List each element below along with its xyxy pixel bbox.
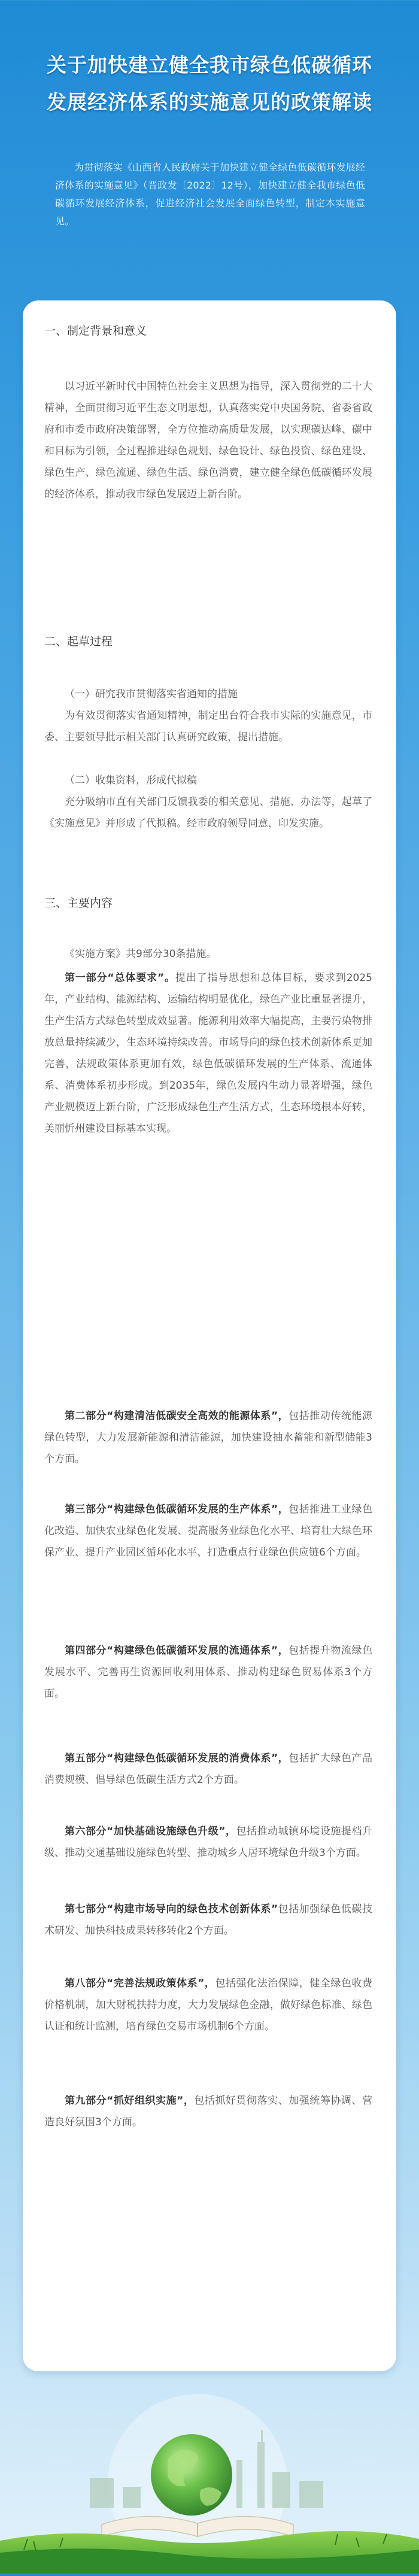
part-3-text: 包括推进工业绿色化改造、加快农业绿色化发展、提高服务业绿色化水平、培育壮大绿色环保产业、提升产业园区循环化水平、打造重点行业绿色供应链6个方面。	[44, 1503, 372, 1559]
section-3-intro: 《实施方案》共9部分30条措施。	[65, 948, 217, 960]
part-4-label: 第四部分“构建绿色低碳循环发展的流通体系”，	[65, 1645, 289, 1657]
section-2-sub1-title: （一）研究我市贯彻落实省通知的措施	[65, 688, 238, 700]
part-3-label: 第三部分“构建绿色低碳循环发展的生产体系”，	[65, 1503, 289, 1515]
part-5-text: 包括扩大绿色产品消费规模、倡导绿色低碳生活方式2个方面。	[44, 1752, 372, 1786]
part-6-label: 第六部分“加快基础设施绿色升级”，	[65, 1825, 236, 1837]
title-line-1: 关于加快建立健全我市绿色低碳循环	[47, 53, 372, 77]
part-2-label: 第二部分“构建清洁低碳安全高效的能源体系”，	[65, 1410, 289, 1422]
part-8-label: 第八部分“完善法规政策体系”，	[65, 1977, 215, 1989]
page-header	[0, 0, 419, 287]
part-4	[44, 1640, 372, 1705]
part-6-text: 包括推动城镇环境设施提档升级、推动交通基础设施绿色转型、推动城乡人居环境绿色升级3个方面。	[44, 1825, 372, 1859]
section-2-sub2-title: （二）收集资料，形成代拟稿	[65, 774, 197, 786]
section-2-heading: 二、起草过程	[44, 635, 113, 648]
part-7-label: 第七部分“构建市场导向的绿色技术创新体系”	[65, 1903, 278, 1915]
intro-paragraph: 为贯彻落实《山西省人民政府关于加快建立健全绿色低碳循环发展经济体系的实施意见》（晋政发〔2022〕12号），加快建立健全我市绿色低碳循环发展经济体系，促进经济社会发展全面绿色转型，制定本实施意见。	[55, 162, 365, 227]
section-2-sub2-body: 充分吸纳市直有关部门反馈我委的相关意见、措施、办法等，起草了《实施意见》并形成了代拟稿。经市政府领导同意，印发实施。	[44, 796, 372, 830]
section-3-heading: 三、主要内容	[44, 897, 113, 910]
content-card	[23, 300, 396, 2371]
footer-illustration	[0, 2370, 419, 2574]
green-globe-icon	[151, 2434, 232, 2516]
part-5	[44, 1748, 372, 1791]
part-6	[44, 1821, 372, 1864]
part-1-label: 第一部分“总体要求”。	[65, 972, 175, 984]
page-title	[16, 47, 403, 121]
part-8-text: 包括强化法治保障，健全绿色收费价格机制，加大财税扶持力度，大力发展绿色金融，做好绿色标准、绿色认证和统计监测，培育绿色交易市场机制6个方面。	[44, 1977, 372, 2033]
section-2-sub1-body: 为有效贯彻落实省通知精神，制定出台符合我市实际的实施意见，市委、主要领导批示相关部门认真研究政策，提出措施。	[44, 710, 372, 743]
part-1	[44, 967, 372, 1140]
part-4-text: 包括提升物流绿色发展水平、完善再生资源回收利用体系、推动构建绿色贸易体系3个方面。	[44, 1645, 372, 1700]
title-line-2: 发展经济体系的实施意见的政策解读	[47, 90, 372, 114]
part-7	[44, 1898, 372, 1942]
part-3	[44, 1499, 372, 1563]
part-9-text: 包括抓好贯彻落实、加强统筹协调、营造良好氛围3个方面。	[44, 2095, 372, 2128]
section-1-heading: 一、制定背景和意义	[44, 324, 147, 338]
part-9-label: 第九部分“抓好组织实施”，	[65, 2095, 195, 2107]
part-7-text: 包括加强绿色低碳技术研发、加快科技成果转移转化2个方面。	[44, 1903, 372, 1937]
part-2	[44, 1405, 372, 1470]
part-9	[44, 2090, 372, 2133]
section-1-body: 以习近平新时代中国特色社会主义思想为指导，深入贯彻党的二十大精神，全面贯彻习近平生态文明思想，认真落实党中央国务院、省委省政府和市委市政府决策部署，全方位推动高质量发展，以实现碳达峰、碳中和目标为引领，全过程推进绿色规划、绿色设计、绿色投资、绿色建设、绿色生产、绿色流通、绿色生活、绿色消费，建立健全绿色低碳循环发展的经济体系，推动我市绿色发展迈上新台阶。	[44, 381, 372, 500]
green-earth-book-illustration	[0, 2370, 419, 2574]
part-1-text: 提出了指导思想和总体目标，要求到2025年，产业结构、能源结构、运输结构明显优化，绿色产业比重显著提升，生产生活方式绿色转型成效显著。能源利用效率大幅提高，主要污染物排放总量持续减少，生态环境持续改善。市场导向的绿色技术创新体系更加完善，法规政策体系更加有效，绿色低碳循环发展的生产体系、流通体系、消费体系初步形成。到2035年，绿色发展内生动力显著增强，绿色产业规模迈上新台阶，广泛形成绿色生产生活方式，生态环境根本好转，美丽忻州建设目标基本实现。	[44, 972, 372, 1135]
part-2-text: 包括推动传统能源绿色转型，大力发展新能源和清洁能源，加快建设抽水蓄能和新型储能3个方面。	[44, 1410, 372, 1465]
part-5-label: 第五部分“构建绿色低碳循环发展的消费体系”，	[65, 1752, 289, 1764]
part-8	[44, 1973, 372, 2037]
